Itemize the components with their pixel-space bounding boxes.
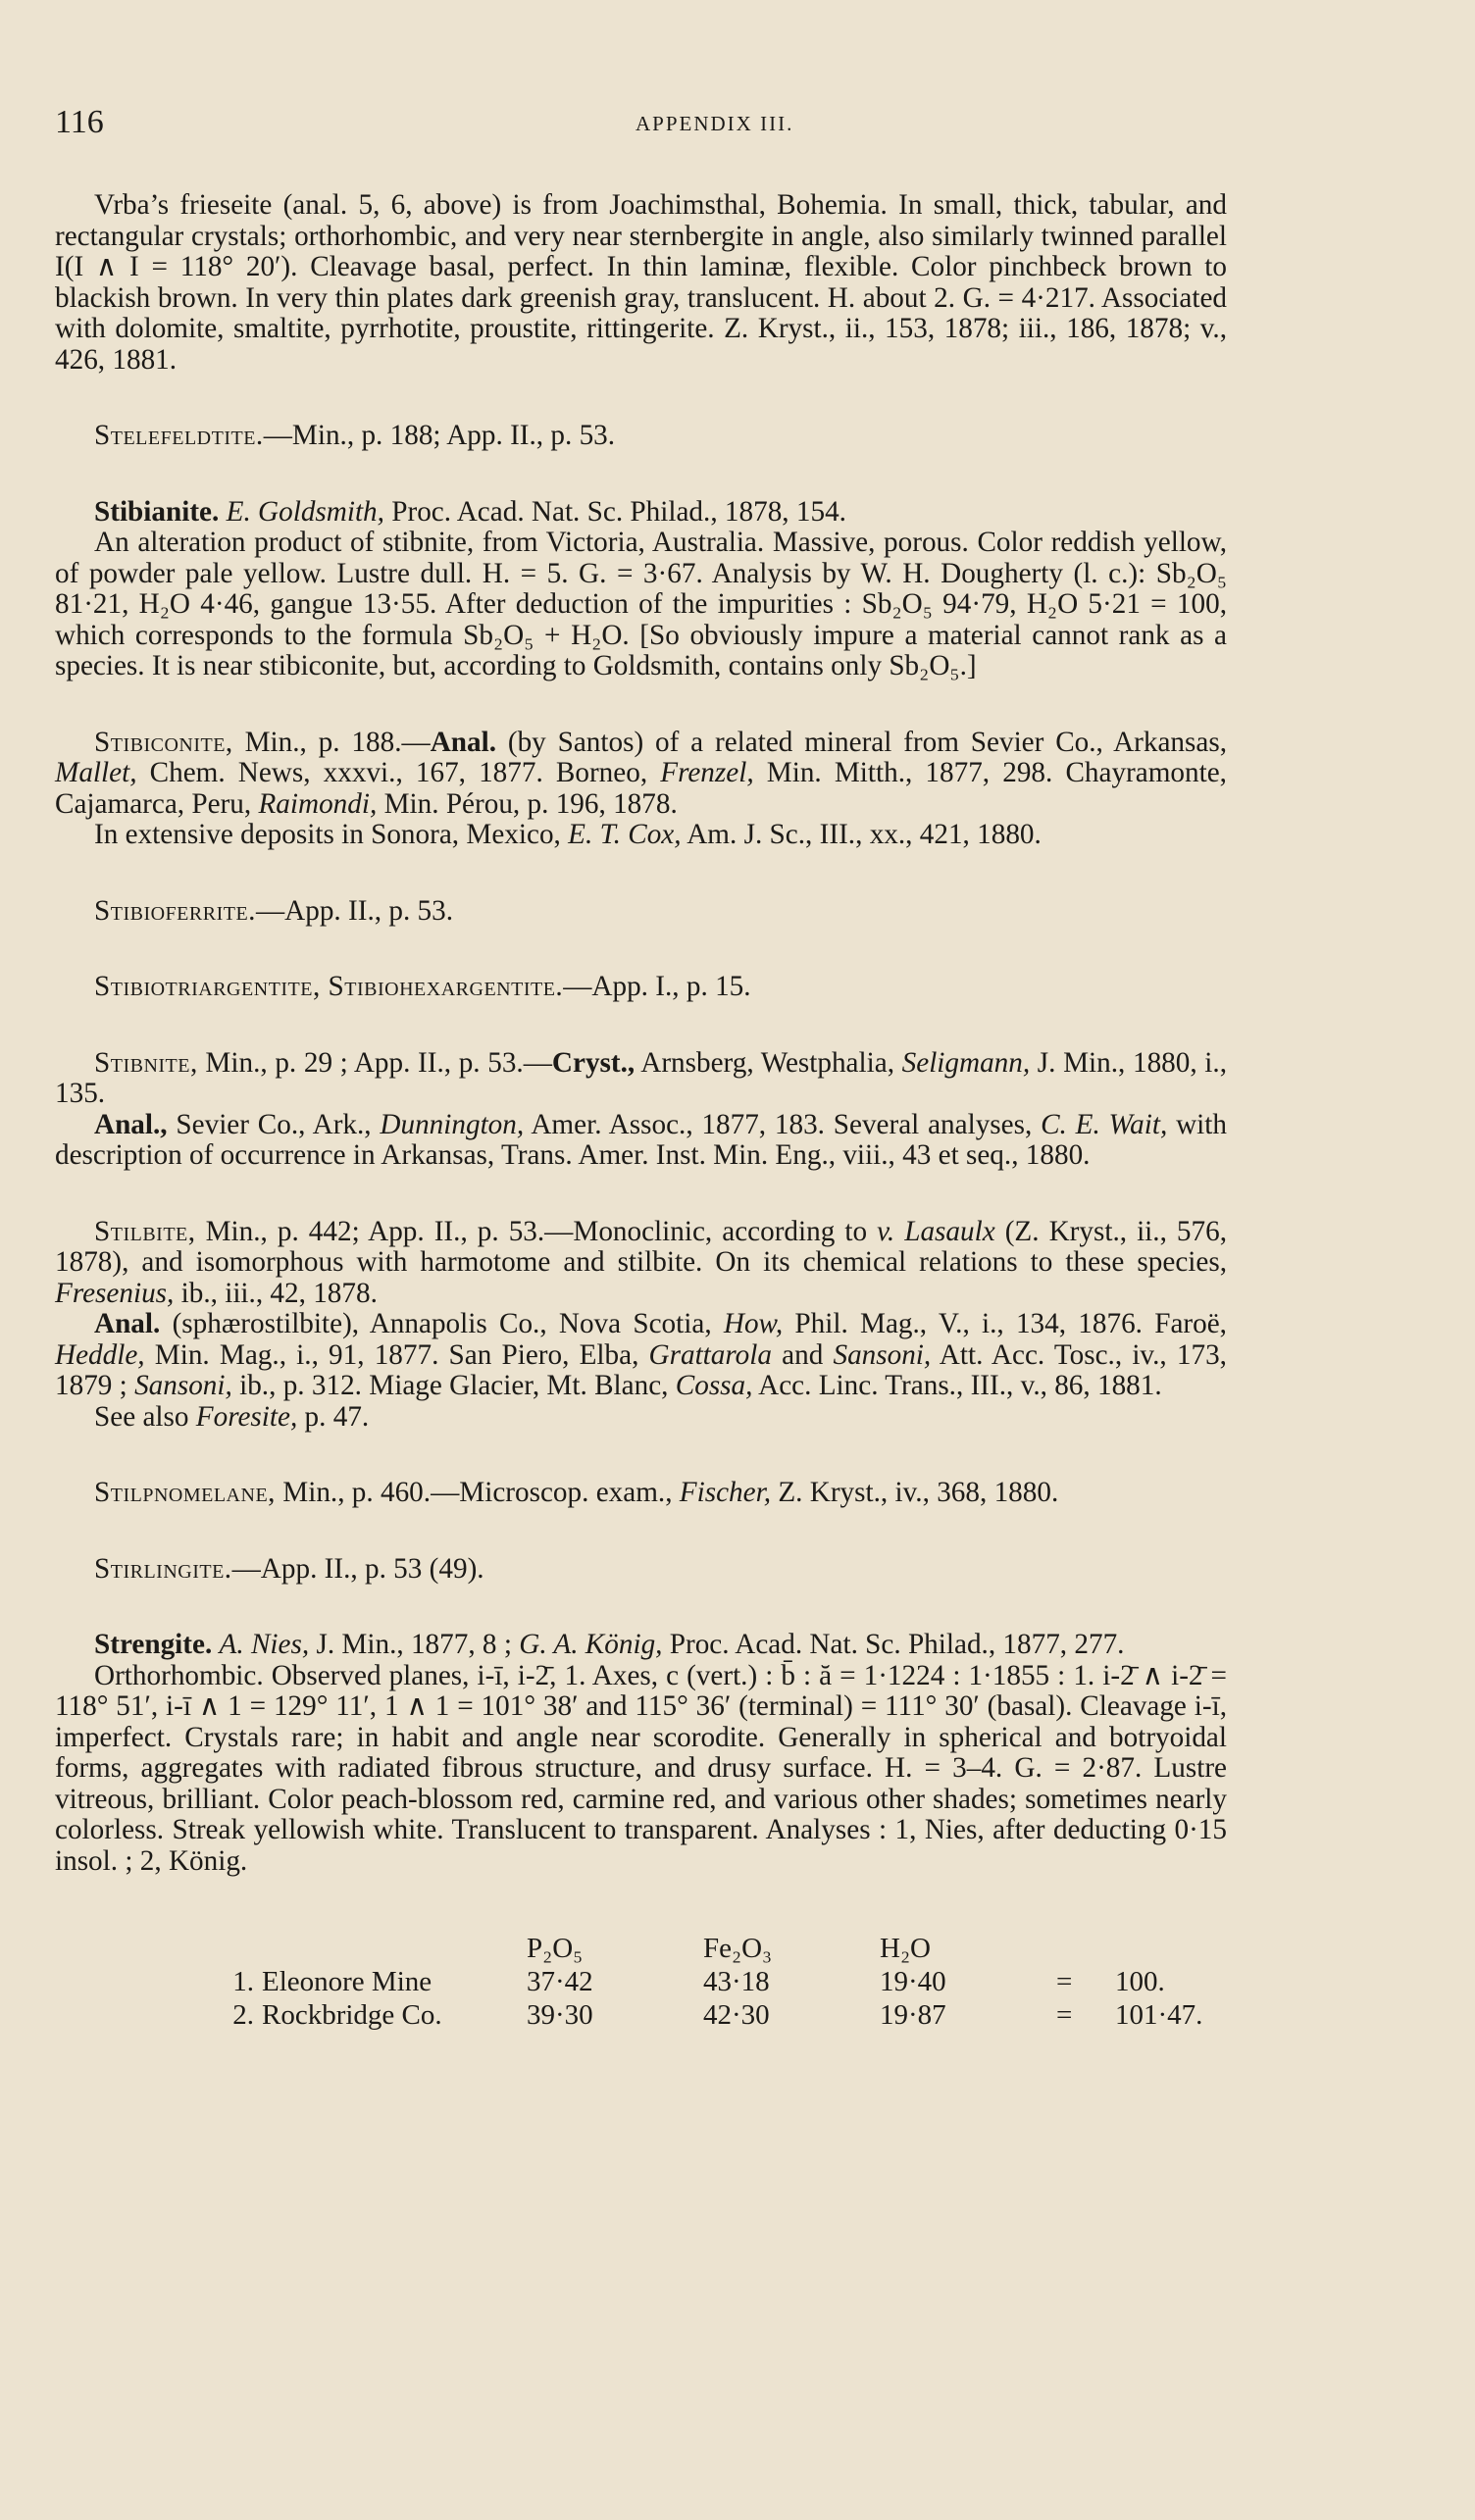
text-run: Acc. Linc. Trans., III., v., 86, 1881.	[752, 1370, 1162, 1401]
entry-title: Stibnite,	[94, 1046, 198, 1079]
entry-text: —App. II., p. 53 (49).	[231, 1552, 484, 1585]
table-header-row	[211, 1932, 1233, 1965]
stibioferrite-entry	[55, 896, 1227, 928]
text-run: Min., p. 29 ; App. II., p. 53.—	[197, 1046, 552, 1079]
stibiconite-line2	[55, 820, 1227, 851]
locality: Eleonore Mine	[262, 1966, 432, 1997]
equals-sign: =	[1056, 1999, 1073, 2031]
stibnite-anal	[55, 1110, 1227, 1172]
analysis-table	[211, 1932, 1233, 2032]
text-run: See also	[94, 1400, 196, 1433]
text-run: and	[771, 1338, 834, 1371]
text-run: (sphærostilbite), Annapolis Co., Nova Scotia,	[160, 1308, 724, 1339]
frieseite-paragraph: Vrba’s frieseite (anal. 5, 6, above) is from Joachimsthal, Bohemia. In small, thick, tabular, and rectangular crystals; orthorhombic, and very near sternbergite in angle, also similarly twinned parallel I(I ∧ I = 118° 20′). Cleavage basal, perfect. In thin laminæ, flexible. Color pinchbeck brown to blackish brown. In very thin plates dark greenish gray, translucent. H. about 2. G. = 4·217. Associated with dolomite, smaltite, pyrrhotite, proustite, rittingerite. Z. Kryst., ii., 153, 1878; iii., 186, 1878; v., 426, 1881.	[55, 189, 1227, 376]
column-header: P₂O₅	[527, 1933, 584, 1964]
text-run: Proc. Acad. Nat. Sc. Philad., 1877, 277.	[662, 1629, 1125, 1660]
text-run: Min., p. 442; App. II., p. 53.—Monoclinic, according to	[195, 1215, 878, 1247]
author: E. Goldsmith,	[226, 495, 384, 528]
stilpnomelane-entry	[55, 1478, 1227, 1509]
value-fe2o3: 43·18	[703, 1966, 770, 1997]
header-cell	[1056, 1932, 1115, 1965]
stirlingite-entry	[55, 1554, 1227, 1586]
entry-title: Stibioferrite.	[94, 894, 256, 927]
text-run: Min., p. 460.—Microscop. exam.,	[275, 1477, 680, 1508]
author: Raimondi,	[258, 787, 378, 820]
text-run: Z. Kryst., iv., 368, 1880.	[771, 1477, 1059, 1508]
author: How,	[723, 1308, 784, 1339]
author: Fresenius,	[55, 1277, 175, 1309]
text-run: J. Min., 1877, 8 ;	[309, 1629, 520, 1660]
stibianite-heading	[55, 497, 1227, 529]
entry-text: —App. II., p. 53.	[255, 894, 454, 927]
anal-label: Anal.,	[94, 1108, 168, 1140]
entry-title: Strengite.	[94, 1629, 213, 1660]
entry-title: Stilbite,	[94, 1215, 196, 1247]
text-run: (Z. Kryst., ii., 576, 1878), and isomorphous with harmotome and stilbite. On its chemical relations to these species,	[55, 1215, 1227, 1278]
text-run: Sevier Co., Ark.,	[167, 1108, 381, 1140]
author: Fischer,	[679, 1477, 772, 1508]
page-number: 116	[55, 104, 104, 140]
text-run: ib., p. 312. Miage Glacier, Mt. Blanc,	[231, 1370, 676, 1401]
row-index: 2.	[232, 1999, 254, 2031]
row-total: 100.	[1115, 1966, 1165, 1997]
table-row	[211, 1998, 1233, 2032]
text-run: Min. Mag., i., 91, 1877. San Piero, Elba,	[144, 1338, 649, 1371]
author: Frenzel,	[660, 757, 754, 788]
text-run: (by Santos) of a related mineral from Sevier Co., Arkansas,	[496, 726, 1227, 758]
page	[55, 94, 1227, 1877]
stilbite-see-also	[55, 1402, 1227, 1434]
entry-title: Stelefeldtite.	[94, 420, 264, 451]
value-fe2o3: 42·30	[703, 1999, 770, 2031]
entry-text: —App. I., p. 15.	[563, 971, 751, 1002]
entry-title: Stirlingite.	[94, 1552, 232, 1585]
author: G. A. König,	[519, 1629, 663, 1660]
text-run: Min., p. 188.—	[232, 726, 431, 758]
text-run: Min. Pérou, p. 196, 1878.	[377, 787, 678, 820]
equals-sign: =	[1056, 1966, 1073, 1997]
header-cell	[1115, 1932, 1233, 1965]
author: Dunnington,	[380, 1108, 525, 1140]
text-run: Am. J. Sc., III., xx., 421, 1880.	[681, 819, 1042, 850]
author: v. Lasaulx	[877, 1215, 995, 1247]
author: Sansoni,	[833, 1338, 932, 1371]
row-index: 1.	[232, 1966, 254, 1997]
stibiconite-entry	[55, 728, 1227, 821]
text-run: In extensive deposits in Sonora, Mexico,	[94, 819, 569, 850]
value-p2o5: 39·30	[527, 1999, 593, 2031]
text-run: Chem. News, xxxvi., 167, 1877. Borneo,	[136, 757, 661, 788]
stilbite-entry	[55, 1217, 1227, 1310]
column-header: Fe₂O₃	[703, 1933, 773, 1964]
reference: Proc. Acad. Nat. Sc. Philad., 1878, 154.	[391, 495, 846, 528]
row-total: 101·47.	[1115, 1999, 1203, 2031]
author: A. Nies,	[219, 1629, 310, 1660]
stibnite-entry	[55, 1048, 1227, 1110]
strengite-paragraph: Orthorhombic. Observed planes, i-ī, i-2̄, 1. Axes, c (vert.) : b̄ : ă = 1·1224 : 1·1855 : 1. i-2̄ ∧ i-2̄ = 118° 51′, i-ī ∧ 1 = 129° 11′, 1 ∧ 1 = 101° 38′ and 115° 36′ (terminal) = 111° 30′ (basal). Cleavage i-ī, imperfect. Crystals rare; in habit and angle near scorodite. Generally in spherical and botryoidal forms, aggregates with radiated fibrous structure, and drusy surface. H. = 3–4. G. = 2·87. Lustre vitreous, brilliant. Color peach-blossom red, carmine red, and various other shades; sometimes nearly colorless. Streak yellowish white. Translucent to transparent. Analyses : 1, Nies, after deducting 0·15 insol. ; 2, König.	[55, 1659, 1227, 1877]
text-run: Phil. Mag., V., i., 134, 1876. Faroë,	[783, 1308, 1227, 1339]
value-h2o: 19·40	[880, 1966, 946, 1997]
locality: Rockbridge Co.	[262, 1999, 442, 2031]
text-run: Arnsberg, Westphalia,	[635, 1046, 902, 1079]
table-row	[211, 1965, 1233, 1998]
text-run: Att. Acc. Tosc., iv., 173, 1879 ;	[55, 1338, 1227, 1401]
stibianite-paragraph: An alteration product of stibnite, from Victoria, Australia. Massive, porous. Color reddish yellow, of powder pale yellow. Lustre dull. H. = 5. G. = 3·67. Analysis by W. H. Dougherty (l. c.): Sb₂O₅ 81·21, H₂O 4·46, gangue 13·55. After deduction of the impurities : Sb₂O₅ 94·79, H₂O 5·21 = 100, which corresponds to the formula Sb₂O₅ + H₂O. [So obviously impure a material cannot rank as a species. It is near stibiconite, but, according to Goldsmith, contains only Sb₂O₅.]	[55, 527, 1227, 681]
author: E. T. Cox,	[568, 819, 682, 850]
stibiotriargentite-entry	[55, 972, 1227, 1003]
anal-label: Anal.	[94, 1308, 161, 1339]
author: Mallet,	[55, 757, 137, 788]
text-run: with description of occurrence in Arkansas, Trans. Amer. Inst. Min. Eng., viii., 43 et seq., 1880.	[55, 1108, 1227, 1171]
running-title: APPENDIX III.	[636, 112, 794, 135]
author: Grattarola	[648, 1338, 772, 1371]
text-run: Min. Mitth., 1877, 298. Chayramonte, Cajamarca, Peru,	[55, 757, 1227, 820]
value-p2o5: 37·42	[527, 1966, 593, 1997]
text-run: ib., iii., 42, 1878.	[174, 1277, 378, 1309]
stelefeldtite-entry	[55, 421, 1227, 452]
anal-label: Anal.	[430, 726, 496, 758]
cross-reference: Foresite,	[195, 1400, 298, 1433]
page-header	[55, 94, 1227, 153]
cryst-label: Cryst.,	[551, 1046, 636, 1079]
entry-title: Stibianite.	[94, 495, 220, 528]
strengite-heading	[55, 1630, 1227, 1661]
text-run: J. Min., 1880, i., 135.	[55, 1046, 1228, 1109]
value-h2o: 19·87	[880, 1999, 946, 2031]
entry-title: Stilpnomelane,	[94, 1477, 276, 1508]
author: Seligmann,	[901, 1046, 1031, 1079]
author: Sansoni,	[134, 1370, 232, 1401]
column-header: H₂O	[880, 1933, 931, 1964]
header-cell	[211, 1932, 262, 1965]
header-cell	[262, 1932, 527, 1965]
text-run: Amer. Assoc., 1877, 183. Several analyses,	[524, 1108, 1042, 1140]
author: Heddle,	[55, 1338, 145, 1371]
text-run: p. 47.	[297, 1400, 370, 1433]
author: Cossa,	[675, 1370, 753, 1401]
entry-title: Stibiconite,	[94, 726, 233, 758]
stilbite-anal	[55, 1309, 1227, 1402]
entry-title: Stibiotriargentite, Stibiohexargentite.	[94, 971, 564, 1002]
author: C. E. Wait,	[1041, 1108, 1168, 1140]
entry-text: —Min., p. 188; App. II., p. 53.	[263, 420, 616, 451]
